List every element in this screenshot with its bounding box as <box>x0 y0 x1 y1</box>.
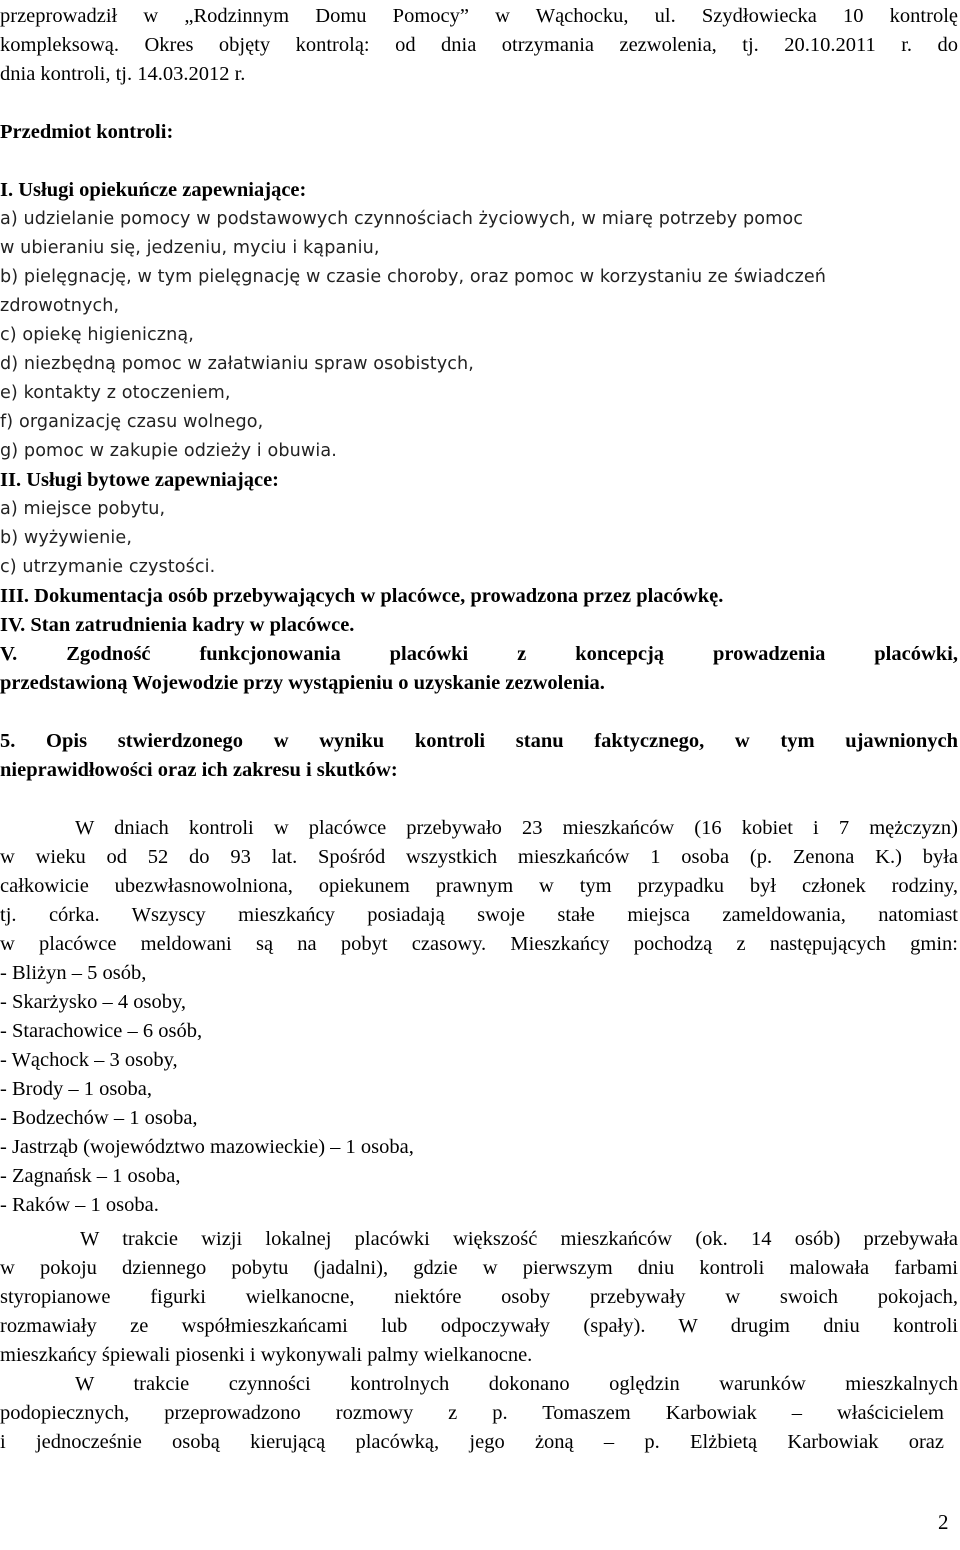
subject-heading: Przedmiot kontroli: <box>0 121 174 143</box>
paragraph-3-line-2: podopiecznych, przeprowadzono rozmowy z p. Tomaszem Karbowiak – właścicielem <box>0 1402 944 1424</box>
section-1-item-b-line-1: b) pielęgnację, w tym pielęgnację w czasie choroby, oraz pomoc w korzystaniu ze świadczeń <box>0 267 827 287</box>
section-2-item-b: b) wyżywienie, <box>0 528 133 548</box>
section-1-heading: I. Usługi opiekuńcze zapewniające: <box>0 179 307 201</box>
paragraph-2-line-5: mieszkańcy śpiewali piosenki i wykonywali palmy wielkanocne. <box>0 1344 533 1366</box>
section-1-item-e: e) kontakty z otoczeniem, <box>0 383 231 403</box>
paragraph-2-line-4: rozmawiały ze współmieszkańcami lub odpoczywały (spały). W drugim dniu kontroli <box>0 1315 958 1337</box>
section-3-heading: III. Dokumentacja osób przebywających w placówce, prowadzona przez placówkę. <box>0 585 724 607</box>
section-4-heading: IV. Stan zatrudnienia kadry w placówce. <box>0 614 355 636</box>
section-2-item-a: a) miejsce pobytu, <box>0 499 166 519</box>
point-5-heading-line-2: nieprawidłowości oraz ich zakresu i skutków: <box>0 759 398 781</box>
paragraph-3-line-1: W trakcie czynności kontrolnych dokonano oględzin warunków mieszkalnych <box>75 1373 958 1395</box>
paragraph-2-line-3: styropianowe figurki wielkanocne, niektóre osoby przebywały w swoich pokojach, <box>0 1286 958 1308</box>
section-2-item-c: c) utrzymanie czystości. <box>0 557 216 577</box>
gmina-list-item: - Wąchock – 3 osoby, <box>0 1049 178 1071</box>
intro-line-3: dnia kontroli, tj. 14.03.2012 r. <box>0 63 246 85</box>
gmina-list-item: - Zagnańsk – 1 osoba, <box>0 1165 181 1187</box>
section-5-heading-line-1: V. Zgodność funkcjonowania placówki z koncepcją prowadzenia placówki, <box>0 643 958 665</box>
paragraph-3-line-3: i jednocześnie osobą kierującą placówką, jego żoną – p. Elżbietą Karbowiak oraz <box>0 1431 944 1453</box>
gmina-list-item: - Bodzechów – 1 osoba, <box>0 1107 198 1129</box>
paragraph-1-line-5: w placówce meldowani są na pobyt czasowy. Mieszkańcy pochodzą z następujących gmin: <box>0 933 958 955</box>
section-1-item-d: d) niezbędną pomoc w załatwianiu spraw osobistych, <box>0 354 475 374</box>
intro-line-2: kompleksową. Okres objęty kontrolą: od dnia otrzymania zezwolenia, tj. 20.10.2011 r. do <box>0 34 958 56</box>
paragraph-2-line-1: W trakcie wizji lokalnej placówki większość mieszkańców (ok. 14 osób) przebywała <box>80 1228 958 1250</box>
paragraph-1-line-3: całkowicie ubezwłasnowolniona, opiekunem prawnym w tym przypadku był członek rodziny, <box>0 875 958 897</box>
gmina-list-item: - Starachowice – 6 osób, <box>0 1020 203 1042</box>
gmina-list-item: - Bliżyn – 5 osób, <box>0 962 147 984</box>
point-5-heading-line-1: 5. Opis stwierdzonego w wyniku kontroli stanu faktycznego, w tym ujawnionych <box>0 730 958 752</box>
section-1-item-f: f) organizację czasu wolnego, <box>0 412 264 432</box>
page-number: 2 <box>938 1510 949 1534</box>
paragraph-1-line-2: w wieku od 52 do 93 lat. Spośród wszystkich mieszkańców 1 osoba (p. Zenona K.) była <box>0 846 958 868</box>
section-1-item-b-line-2: zdrowotnych, <box>0 296 120 316</box>
intro-line-1: przeprowadził w „Rodzinnym Domu Pomocy” w Wąchocku, ul. Szydłowiecka 10 kontrolę <box>0 5 958 27</box>
section-1-item-g: g) pomoc w zakupie odzieży i obuwia. <box>0 441 337 461</box>
section-1-item-a-line-1: a) udzielanie pomocy w podstawowych czynnościach życiowych, w miarę potrzeby pomoc <box>0 209 803 229</box>
section-5-heading-line-2: przedstawioną Wojewodzie przy wystąpieniu o uzyskanie zezwolenia. <box>0 672 605 694</box>
gmina-list-item: - Jastrząb (województwo mazowieckie) – 1 osoba, <box>0 1136 414 1158</box>
gmina-list-item: - Skarżysko – 4 osoby, <box>0 991 187 1013</box>
section-2-heading: II. Usługi bytowe zapewniające: <box>0 469 280 491</box>
paragraph-2-line-2: w pokoju dziennego pobytu (jadalni), gdzie w pierwszym dniu kontroli malowała farbami <box>0 1257 958 1279</box>
section-1-item-a-line-2: w ubieraniu się, jedzeniu, myciu i kąpaniu, <box>0 238 380 258</box>
paragraph-1-line-1: W dniach kontroli w placówce przebywało 23 mieszkańców (16 kobiet i 7 mężczyzn) <box>75 817 958 839</box>
gmina-list-item: - Raków – 1 osoba. <box>0 1194 159 1216</box>
section-1-item-c: c) opiekę higieniczną, <box>0 325 194 345</box>
paragraph-1-line-4: tj. córka. Wszyscy mieszkańcy posiadają swoje stałe miejsca zameldowania, natomiast <box>0 904 958 926</box>
gmina-list-item: - Brody – 1 osoba, <box>0 1078 153 1100</box>
